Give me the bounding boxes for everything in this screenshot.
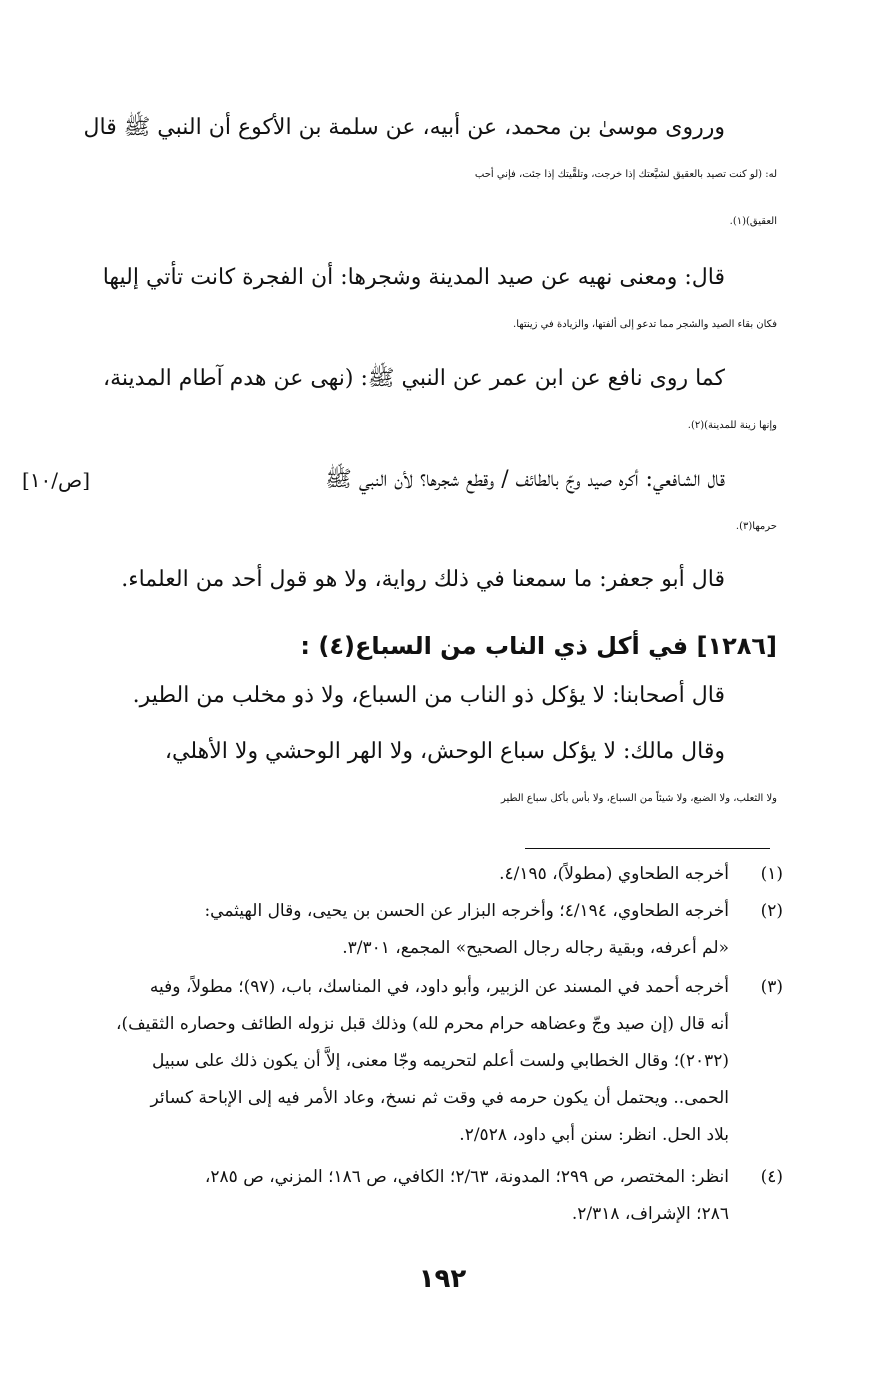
- text-line: حرمها(٣).: [735, 521, 777, 532]
- footnote-2: [29, 893, 783, 967]
- text-line: العقيق)(١).: [729, 216, 777, 227]
- footnote-number: (٣): [760, 977, 783, 997]
- footnote-line: أخرجه أحمد في المسند عن الزبير، وأبو داود، في المناسك، باب، (٩٧)؛ مطولاً، وفيه: [149, 977, 729, 997]
- footnote-line: «لم أعرفه، وبقية رجاله رجال الصحيح» المجمع، ٣/٣٠١.: [342, 938, 729, 958]
- text-line: قال الشافعي: أكره صيد وجّ بالطائف / وقطع شجرها؟ لأن النبي ﷺ: [325, 467, 725, 492]
- footnote-separator: [525, 848, 770, 849]
- footnote-line: الحمى.. ويحتمل أن يكون حرمه في وقت ثم نسخ، وعاد الأمر فيه إلى الإباحة كسائر: [150, 1088, 729, 1108]
- text-line: قال أبو جعفر: ما سمعنا في ذلك رواية، ولا هو قول أحد من العلماء.: [121, 567, 725, 592]
- footnote-4: [29, 1159, 783, 1233]
- footnote-line: بلاد الحل. انظر: سنن أبي داود، ٢/٥٢٨.: [459, 1125, 729, 1145]
- paragraph-our-companions: [45, 672, 777, 719]
- text-line: وإنها زينة للمدينة)(٢).: [687, 420, 777, 431]
- paragraph-malik: [45, 728, 777, 822]
- text-line: له: (لو كنت تصيد بالعقيق لشيَّعتك إذا خرجت، وتلقَّيتك إذا جئت، فإني أحب: [474, 169, 777, 180]
- footnote-line: أخرجه الطحاوي، ٤/١٩٤؛ وأخرجه البزار عن الحسن بن يحيى، وقال الهيثمي:: [204, 901, 729, 921]
- paragraph-meaning: [45, 254, 777, 348]
- paragraph-nafi: [45, 355, 777, 449]
- text-line: ولا الثعلب، ولا الضبع، ولا شيئاً من السباع، ولا بأس بأكل سباع الطير: [501, 793, 777, 804]
- footnote-1: [29, 856, 783, 893]
- page-number: ١٩٢: [418, 1264, 467, 1294]
- text-line: قال: ومعنى نهيه عن صيد المدينة وشجرها: أن الفجرة كانت تأتي إليها: [102, 265, 725, 290]
- text-line: قال أصحابنا: لا يؤكل ذو الناب من السباع، ولا ذو مخلب من الطير.: [132, 683, 725, 708]
- footnote-3: [29, 969, 783, 1154]
- footnote-line: انظر: المختصر، ص ٢٩٩؛ المدونة، ٢/٦٣؛ الكافي، ص ١٨٦؛ المزني، ص ٢٨٥،: [204, 1167, 729, 1187]
- text-line: كما روى نافع عن ابن عمر عن النبي ﷺ: (نهى عن هدم آطام المدينة،: [103, 366, 725, 391]
- footnote-line: (٢٠٣٢)؛ وقال الخطابي ولست أعلم لتحريمه وجّا معنى، إلاَّ أن يكون ذلك على سبيل: [151, 1051, 729, 1071]
- marginal-page-reference: [ص/١٠]: [22, 468, 91, 492]
- footnote-line: ٢٨٦؛ الإشراف، ٢/٣١٨.: [571, 1204, 729, 1224]
- text-line: وقال مالك: لا يؤكل سباع الوحش، ولا الهر الوحشي ولا الأهلي،: [164, 739, 725, 764]
- text-line: فكان بقاء الصيد والشجر مما تدعو إلى ألفتها، والزيادة في زينتها.: [513, 319, 777, 330]
- footnote-number: (١): [760, 864, 783, 884]
- footnote-line: أنه قال (إن صيد وجّ وعضاهه حرام محرم لله) وذلك قبل نزوله الطائف وحصاره الثقيف)،: [115, 1014, 729, 1034]
- footnote-line: أخرجه الطحاوي (مطولاً)، ٤/١٩٥.: [499, 864, 729, 884]
- text-line: ورروى موسىٰ بن محمد، عن أبيه، عن سلمة بن الأكوع أن النبي ﷺ قال: [83, 115, 725, 140]
- paragraph-shafii: [45, 456, 777, 550]
- paragraph-hadith-aqiq: [45, 104, 777, 245]
- paragraph-abu-jafar: [45, 556, 777, 603]
- section-heading: [١٢٨٦] في أكل ذي الناب من السباع(٤) :: [300, 632, 777, 660]
- footnote-number: (٢): [760, 901, 783, 921]
- footnote-number: (٤): [760, 1167, 783, 1187]
